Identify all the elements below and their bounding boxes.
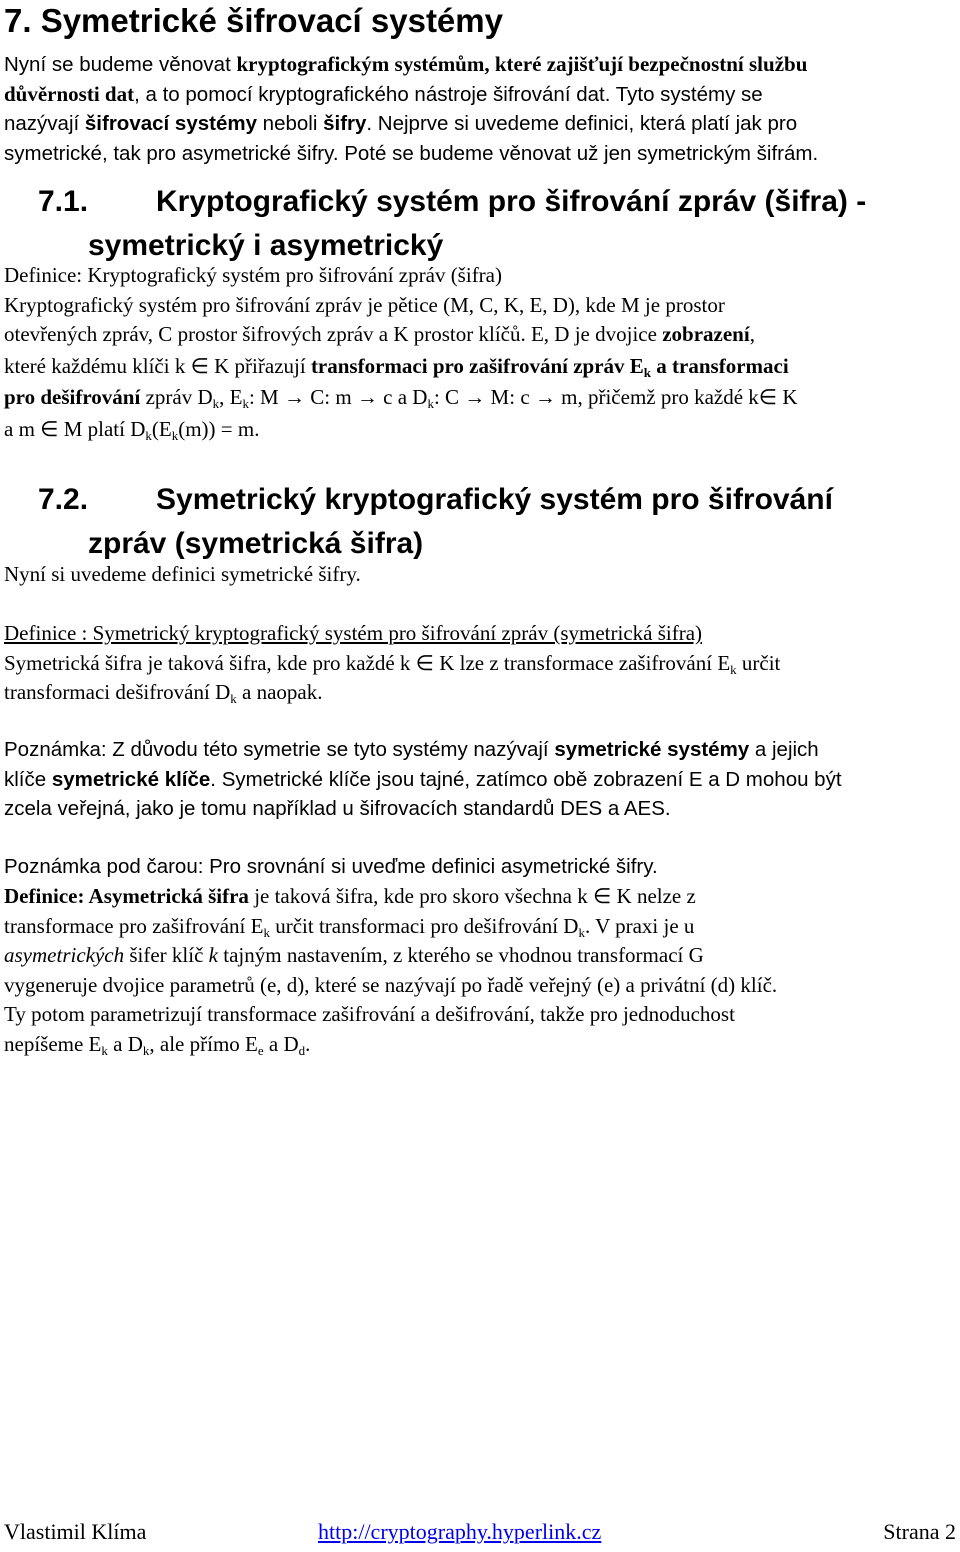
chapter-title: 7. Symetrické šifrovací systémy (4, 2, 503, 39)
definition-heading: Definice : Symetrický kryptografický systém pro šifrování zpráv (symetrická šifra) (4, 621, 703, 645)
definition-heading: Definice: Kryptografický systém pro šifrování zpráv (šifra) (4, 263, 502, 287)
note-paragraph: Poznámka: Z důvodu této symetrie se tyto systémy nazývají symetrické systémy a jejich klíče symetrické klíče. Symetrické klíče jsou tajné, zatímco obě zobrazení E a D mohou být zcela veřejná, jako je tomu například u šifrovacích standardů DES a AES. (4, 738, 842, 820)
section-title-line-2: zpráv (symetrická šifra) (88, 527, 424, 560)
footer-link[interactable]: http://cryptography.hyperlink.cz (318, 1519, 602, 1544)
section-title-line-1: Kryptografický systém pro šifrování zpráv (šifra) - (156, 185, 867, 218)
section-7-2-heading (4, 478, 833, 566)
section-title-line-2: symetrický i asymetrický (88, 229, 444, 262)
section-7-1-body: Definice: Kryptografický systém pro šifrování zpráv (šifra) Kryptografický systém pro šifrování zpráv je pětice (M, C, K, E, D), kde M je prostor otevřených zpráv, C prostor šifrových zpráv a K prostor klíčů. E, D je dvojice zobrazení, které každému klíči k ∈ K přiřazují transformaci pro zašifrování zpráv $E_k$ a transformaci pro dešifrování zpráv $D_k$, $E_k$: M → C: m → c a $D_k$: C → M: c → m, přičemž pro každé k∈ K a m ∈ M platí $D_k(E_k(m)) = m$. (4, 261, 956, 444)
section-number: 7.1. (38, 185, 89, 218)
section-7-1-heading (4, 180, 866, 268)
page-number: Strana 2 (883, 1519, 956, 1544)
intro-line-3: nazývají šifrovací systémy neboli šifry. Nejprve si uvedeme definici, která platí jak pro (4, 112, 798, 135)
section-7-2-intro: Nyní si uvedeme definici symetrické šifry. (4, 562, 361, 586)
footnote-intro: Poznámka pod čarou: Pro srovnání si uveďme definici asymetrické šifry. (4, 855, 658, 878)
footer-author: Vlastimil Klíma (4, 1519, 147, 1544)
intro-line-4: symetrické, tak pro asymetrické šifry. Poté se budeme věnovat už jen symetrickým šifrám. (4, 141, 819, 165)
section-title-line-1: Symetrický kryptografický systém pro šifrování (156, 483, 833, 516)
intro-paragraph (4, 50, 956, 168)
symmetric-definition: Definice : Symetrický kryptografický systém pro šifrování zpráv (symetrická šifra) Symetrická šifra je taková šifra, kde pro každé k ∈ K lze z transformace zašifrování $E_k$ určit transformaci dešifrování $D_k$ a naopak. (4, 619, 956, 708)
section-number: 7.2. (38, 483, 89, 516)
intro-line-1: Nyní se budeme věnovat kryptografickým systémům, které zajišťují bezpečnostní službu (4, 52, 808, 76)
asymmetric-definition: Definice: Asymetrická šifra je taková šifra, kde pro skoro všechna k ∈ K nelze z transformace pro zašifrování $E_k$ určit transformaci pro dešifrování $D_k$. V praxi je u asymetrických šifer klíč k tajným nastavením, z kterého se vhodnou transformací G vygeneruje dvojice parametrů (e, d), které se nazývají po řadě veřejný (e) a privátní (d) klíč. Ty potom parametrizují transformace zašifrování a dešifrování, takže pro jednoduchost nepíšeme $E_k$ a $D_k$, ale přímo $E_e$ a $D_d$. (4, 884, 778, 1058)
intro-line-2: důvěrnosti dat, a to pomocí kryptografického nástroje šifrování dat. Tyto systémy se (4, 81, 763, 106)
